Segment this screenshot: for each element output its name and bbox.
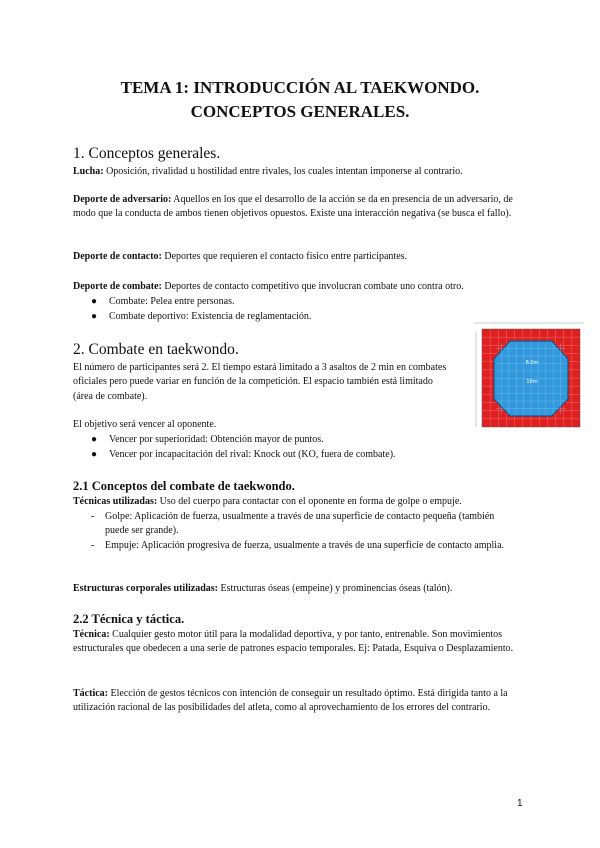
tecnica-term: Técnica:	[73, 629, 110, 640]
estructuras-text: Estructuras óseas (empeine) y prominencias óseas (talón).	[218, 583, 453, 594]
tecnica-text: Cualquier gesto motor útil para la modalidad deportiva, y por tanto, entrenable. Son movimientos estructurales que obedecen a una serie de patrones espacio temporales. Ej: Patada, Esquiva o Desplazamiento.	[73, 629, 514, 655]
tecnicas-text: Uso del cuerpo para contactar con el oponente en forma de golpe o empuje.	[157, 496, 462, 507]
tactica-text: Elección de gestos técnicos con intención de conseguir un resultado óptimo. Está dirigida tanto a la utilización racional de las posibilidades del atleta, como al aprovechamiento de los errores del contrario.	[73, 688, 508, 714]
dimension-label: 8.0m	[525, 360, 539, 366]
tecnicas-definition	[73, 495, 521, 509]
dash-marker: -	[91, 540, 95, 551]
contacto-definition	[73, 250, 521, 264]
estructuras-term: Estructuras corporales utilizadas:	[73, 583, 218, 594]
tecnica-definition	[73, 628, 521, 657]
tactica-term: Táctica:	[73, 688, 108, 699]
dimension-label: 10m	[526, 379, 538, 385]
title-line-1: TEMA 1: INTRODUCCIÓN AL TAEKWONDO.	[120, 78, 480, 97]
section-2-heading: 2. Combate en taekwondo.	[73, 341, 239, 358]
section-2-1-heading: 2.1 Conceptos del combate de taekwondo.	[73, 479, 295, 493]
combat-area-diagram	[474, 319, 584, 431]
document-page: TEMA 1: INTRODUCCIÓN AL TAEKWONDO. CONCEPTOS GENERALES. 1. Conceptos generales. Lucha: Oposición, rivalidad u hostilidad entre rivales, los cuales intentan imponerse al contrario. Deporte de adversario: Aquellos en los que el desarrollo de la acción se da en presencia de un adversario, de modo que la conducta de ambos tienen objetivos opuestos. Existe una interacción negativa (se busca el fallo). Deporte de contacto: Deportes que requieren el contacto físico entre participantes. Deporte de combate: Deportes de contacto competitivo que involucran combate uno contra otro. ● Combate: Pelea entre personas. ● Combate deportivo: Existencia de reglamentación. 2. Combate en taekwondo. El número de participantes será 2. El tiempo estará limitado a 3 asaltos de 2 min en combates oficiales pero puede variar en función de la competición. El espacio también está limitado (área de combate). El objetivo será vencer al oponente. ● Vencer por superioridad: Obtención mayor de puntos. ● Vencer por incapacitación del rival: Knock out (KO, fuera de combate). 8.0m 10m 2.1 Conceptos del combate de taekwondo. Técnicas utilizadas: Uso del cuerpo para contactar con el oponente en forma de golpe o empuje. - Golpe: Aplicación de fuerza, usualmente a través de una superficie de contacto pequeña (también puede ser grande). - Empuje: Aplicación progresiva de fuerza, usualmente a través de una superficie de contacto amplia. Estructuras corporales utilizadas: Estructuras óseas (empeine) y prominencias óseas (talón). 2.2 Técnica y táctica. Técnica: Cualquier gesto motor útil para la modalidad deportiva, y por tanto, entrenable. Son movimientos estructurales que obedecen a una serie de patrones espacio temporales. Ej: Patada, Esquiva o Desplazamiento. Táctica: Elección de gestos técnicos con intención de conseguir un resultado óptimo. Está dirigida tanto a la utilización racional de las posibilidades del atleta, como al aprovechamiento de los errores del contrario. 1	[0, 0, 600, 848]
combate-definition	[73, 280, 521, 294]
adversario-term: Deporte de adversario:	[73, 194, 172, 205]
page-title	[40, 76, 560, 124]
tecnicas-term: Técnicas utilizadas:	[73, 496, 158, 507]
section-2-intro: El número de participantes será 2. El tiempo estará limitado a 3 asaltos de 2 min en combates oficiales pero puede variar en función de la competición. El espacio también está limitado (área de combate).	[73, 362, 447, 402]
lucha-term: Lucha:	[73, 166, 104, 177]
estructuras-definition	[73, 582, 521, 596]
bullet-icon: ●	[91, 434, 98, 445]
bullet-icon: ●	[91, 311, 98, 322]
dash-marker: -	[91, 511, 95, 522]
adversario-definition	[73, 193, 521, 222]
page-number: 1	[517, 798, 523, 809]
lucha-text: Oposición, rivalidad u hostilidad entre rivales, los cuales intentan imponerse al contrario.	[103, 166, 463, 177]
lucha-definition	[73, 165, 521, 179]
adversario-text: Aquellos en los que el desarrollo de la acción se da en presencia de un adversario, de modo que la conducta de ambos tienen objetivos opuestos. Existe una interacción negativa (se busca el fallo).	[73, 194, 513, 220]
tactica-definition	[73, 687, 521, 716]
bullet-icon: ●	[91, 296, 98, 307]
combate-term: Deporte de combate:	[73, 281, 162, 292]
bullet-icon: ●	[91, 449, 98, 460]
combate-text: Deportes de contacto competitivo que involucran combate uno contra otro.	[161, 281, 464, 292]
section-1-heading: 1. Conceptos generales.	[73, 145, 221, 162]
title-line-2: CONCEPTOS GENERALES.	[190, 102, 410, 121]
section-2-2-heading: 2.2 Técnica y táctica.	[73, 612, 185, 626]
contacto-text: Deportes que requieren el contacto físico entre participantes.	[161, 251, 408, 262]
contacto-term: Deporte de contacto:	[73, 251, 162, 262]
section-2-objective: El objetivo será vencer al oponente.	[73, 419, 217, 430]
